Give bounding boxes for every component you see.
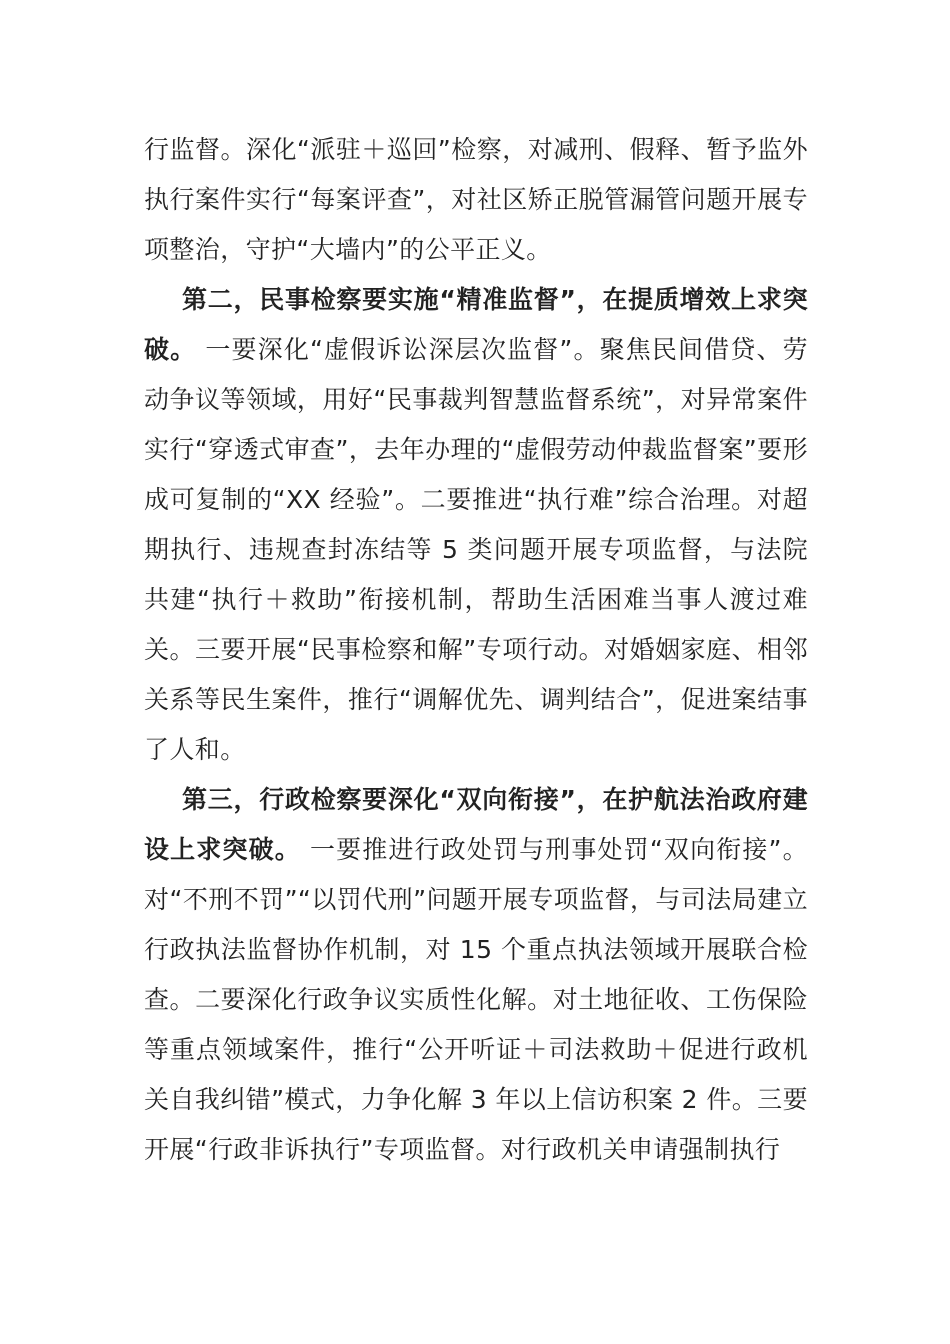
paragraph-body: 一要深化“虚假诉讼深层次监督”。聚焦民间借贷、劳动争议等领域，用好“民事裁判智慧监督系统”，对异常案件实行“穿透式审查”，去年办理的“虚假劳动仲裁监督案”要形成可复制的“XX 经验”。二要推进“执行难”综合治理。对超期执行、违规查封冻结等 5 类问题开展专项监督，与法院共建“执行＋救助”衔接机制，帮助生活困难当事人渡过难关。三要开展“民事检察和解”专项行动。对婚姻家庭、相邻关系等民生案件，推行“调解优先、调判结合”，促进案结事了人和。 [144,335,808,764]
paragraph-body: 行监督。深化“派驻＋巡回”检察，对减刑、假释、暂予监外执行案件实行“每案评查”，对社区矫正脱管漏管问题开展专项整治，守护“大墙内”的公平正义。 [144,135,808,264]
document-page [144,125,808,1175]
paragraph-body: 一要推进行政处罚与刑事处罚“双向衔接”。对“不刑不罚”“以罚代刑”问题开展专项监督，与司法局建立行政执法监督协作机制，对 15 个重点执法领域开展联合检查。二要深化行政争议实质性化解。对土地征收、工伤保险等重点领域案件，推行“公开听证＋司法救助＋促进行政机关自我纠错”模式，力争化解 3 年以上信访积案 2 件。三要开展“行政非诉执行”专项监督。对行政机关申请强制执行 [144,835,808,1164]
paragraph-heading: 第二，民事检察要实施“精准监督”，在提质增效上求突破。 [144,285,808,364]
paragraph-civil-procuratorate [144,275,808,775]
paragraph-administrative-procuratorate [144,775,808,1175]
paragraph-heading: 第三，行政检察要深化“双向衔接”，在护航法治政府建设上求突破。 [144,785,808,864]
paragraph-continuation [144,125,808,275]
